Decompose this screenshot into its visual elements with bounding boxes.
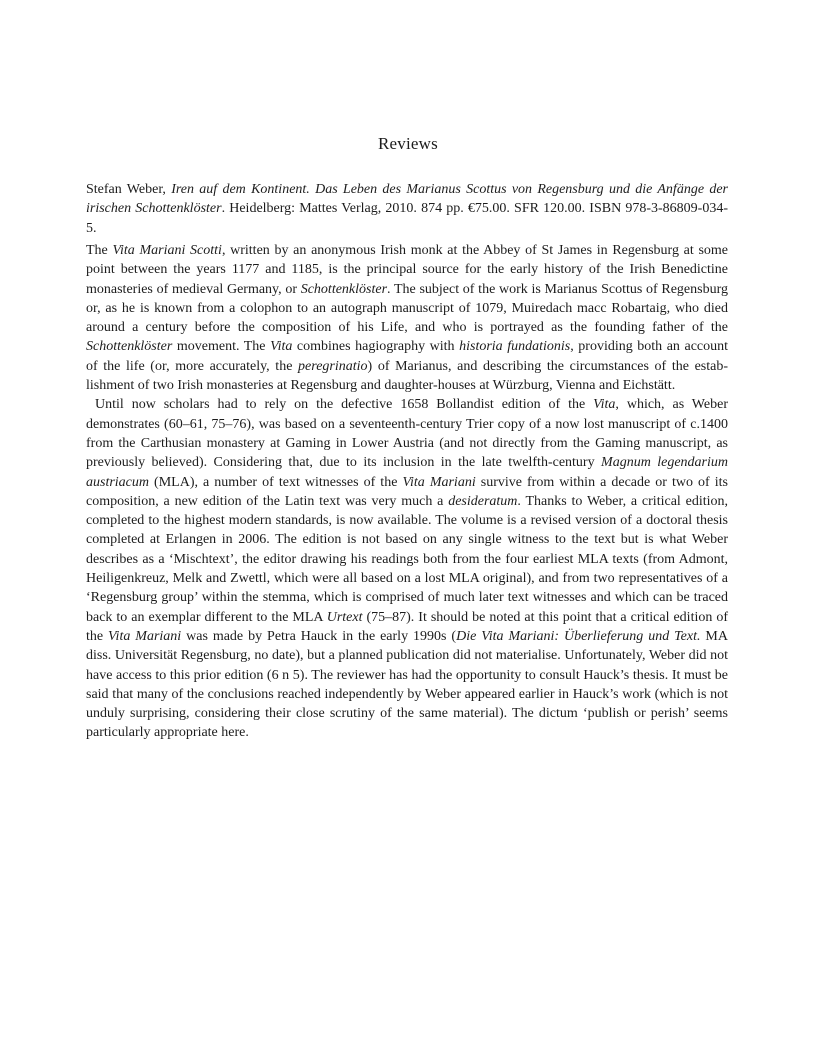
text-run: , written by an anonymous Irish monk at the Abbey of St James in Regensburg at some point between the years 1177 and 1185, is the principal source for the early history of the Irish Benedictine monasteries of medieval Germany, or — [86, 243, 729, 297]
italic-text-run: Vita — [593, 397, 616, 413]
italic-text-run: Schottenklöster — [300, 281, 388, 297]
italic-text-run: Urtext — [326, 609, 363, 625]
text-run: survive from within a decade or two of its composition, a new edition of the Latin text was very much a — [86, 474, 728, 509]
italic-text-run: Vita Mariani — [108, 628, 182, 644]
page-heading: Reviews — [378, 134, 438, 153]
review-body — [86, 241, 728, 743]
italic-text-run: Vita — [270, 339, 293, 355]
text-run: movement. The — [172, 339, 271, 355]
italic-text-run: Vita Mariani — [402, 474, 476, 490]
italic-text-run: Iren auf dem Kontinent. Das Leben des Marianus Scottus von Regensburg und die Anfänge der irischen Schottenklöster — [86, 182, 728, 217]
italic-text-run: historia fundationis — [459, 339, 571, 355]
italic-text-run: desideratum — [448, 493, 518, 509]
text-run: MA diss. Universität Regensburg, no date), but a planned publication did not materialise. Unfortunately, Weber did not have access to this prior edition (6 n 5). The reviewer has had the opportunity to consult Hauck’s thesis. It must be said that many of the conclusions reached independently by Weber appeared earlier in Hauck’s work (which is not unduly surprising, considering their close scrutiny of the same material). The dictum ‘publish or perish’ seems particularly appropriate here. — [86, 628, 728, 741]
italic-text-run: Die Vita Mariani: Überlieferung und Text. — [456, 628, 701, 644]
italic-text-run: peregrinatio — [298, 358, 368, 374]
text-run: was made by Petra Hauck in the early 1990s ( — [181, 628, 457, 644]
text-run: Stefan Weber, — [86, 182, 172, 197]
body-paragraph — [86, 241, 728, 395]
citation-paragraph — [86, 180, 728, 238]
text-run: The — [86, 243, 113, 258]
text-run: (75–87). It should be noted at this point that a critical edition of the — [86, 609, 728, 644]
text-run: ) of Marianus, and describing the circumstances of the establishment of two Irish monasteries at Regensburg and daughter-houses at Würzburg, Vienna and Eichstätt. — [86, 358, 728, 394]
text-run: , providing both an account of the life (or, more accurately, the — [86, 339, 729, 374]
bibliographic-citation — [86, 180, 728, 238]
text-run: (MLA), a number of text witnesses of the — [149, 474, 403, 490]
italic-text-run: Vita Mariani Scotti — [112, 243, 222, 258]
italic-text-run: Schottenklöster — [86, 339, 173, 355]
text-run: Until now scholars had to rely on the defective 1658 Bollandist edition of the — [95, 397, 594, 413]
italic-text-run: Magnum legendarium austriacum — [86, 455, 729, 490]
text-run: . The subject of the work is Marianus Scottus of Regensburg or, as he is known from a colophon to an autograph manuscript of 1079, Muiredach macc Robartaig, who died around a century before the composition of his Life, and who is portrayed as the founding father of the — [86, 281, 729, 336]
text-run: . Heidelberg: Mattes Verlag, 2010. 874 pp. €75.00. SFR 120.00. ISBN 978-3-86809-034-5. — [86, 201, 728, 236]
text-run: . Thanks to Weber, a critical edition, completed to the highest modern standards, is now available. The volume is a revised version of a doctoral thesis completed at Erlangen in 2006. The edition is not based on any single witness to the text but is what Weber describes as a ‘Mischtext’, the editor drawing his readings both from the four earliest MLA texts (from Admont, Heiligenkreuz, Melk and Zwettl, which were all based on a lost MLA original), and from two representatives of a ‘Regensburg group’ within the stemma, which is comprised of much later text witnesses and which can be traced back to an exemplar different to the MLA — [86, 493, 728, 625]
text-run: , which, as Weber demonstrates (60–61, 75–76), was based on a seventeenth-century Trier copy of a now lost manuscript of c.1400 from the Carthusian monastery at Gaming in Lower Austria (and not directly from the Gaming manuscript, as previously believed). Considering that, due to its inclusion in the late twelfth-century — [86, 397, 728, 471]
body-paragraph — [86, 395, 728, 742]
text-run: combines hagiography with — [292, 339, 460, 355]
